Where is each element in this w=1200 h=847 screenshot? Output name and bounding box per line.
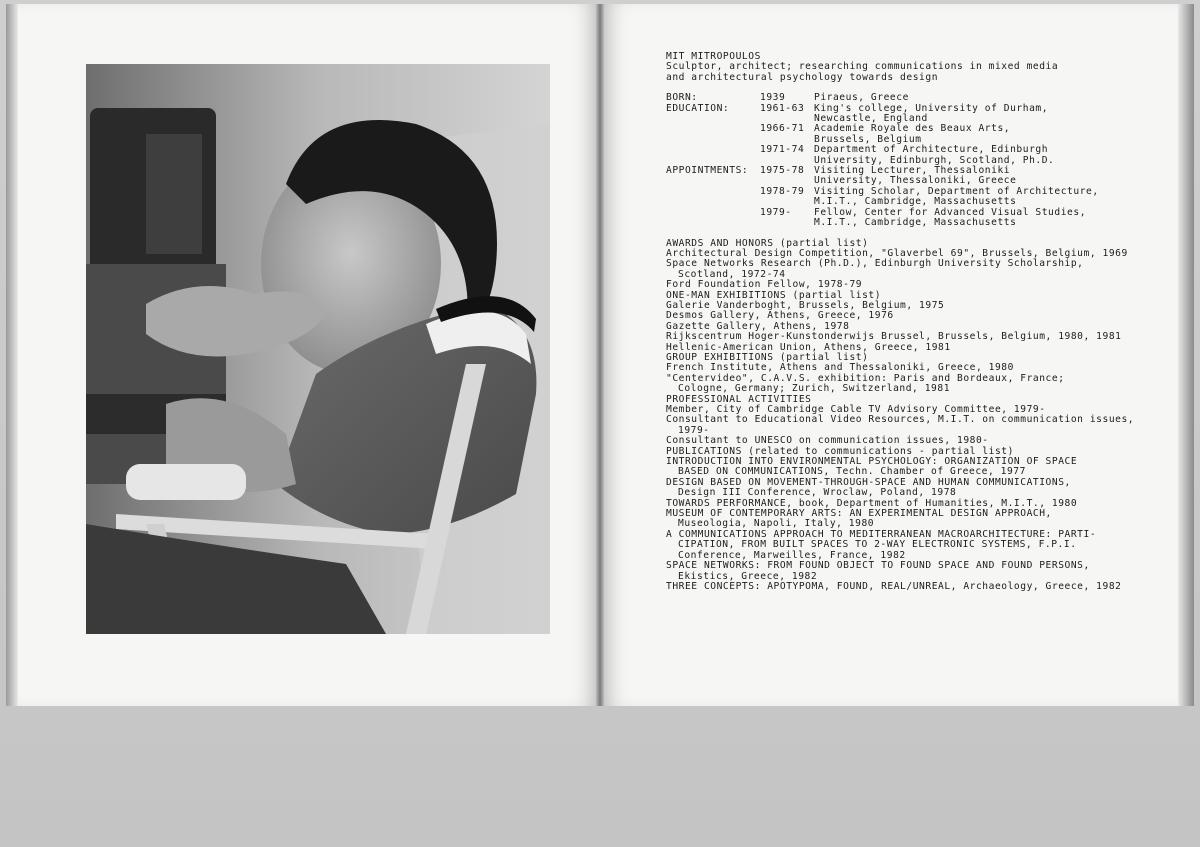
- cv-years: 1978-79: [760, 185, 805, 197]
- cv-years: 1979-: [760, 206, 792, 218]
- list-line: TOWARDS PERFORMANCE, book, Department of Humanities, M.I.T., 1980: [666, 497, 1078, 509]
- list-line: PROFESSIONAL ACTIVITIES: [666, 393, 812, 405]
- list-line: Consultant to Educational Video Resources, M.I.T. on communication issues,: [666, 414, 1135, 426]
- cv-years: 1939: [760, 92, 786, 104]
- list-line: INTRODUCTION INTO ENVIRONMENTAL PSYCHOLOGY: ORGANIZATION OF SPACE: [666, 456, 1078, 468]
- list-line: French Institute, Athens and Thessaloniki, Greece, 1980: [666, 362, 1014, 374]
- cv-years: 1966-71: [760, 123, 805, 135]
- list-line: "Centervideo", C.A.V.S. exhibition: Paris and Bordeaux, France;: [666, 372, 1065, 384]
- cv-label: [666, 145, 760, 155]
- cv-label: [666, 124, 760, 134]
- list-line: BASED ON COMMUNICATIONS, Techn. Chamber of Greece, 1977: [678, 466, 1026, 478]
- list-line: SPACE NETWORKS: FROM FOUND OBJECT TO FOUND SPACE AND FOUND PERSONS,: [666, 560, 1090, 572]
- list-line: Conference, Marweilles, France, 1982: [678, 549, 906, 561]
- biography-text: [666, 52, 1166, 592]
- list-line: ONE-MAN EXHIBITIONS (partial list): [666, 289, 882, 301]
- list-line: Cologne, Germany; Zurich, Switzerland, 1981: [678, 383, 951, 395]
- cv-detail: Visiting Lecturer, Thessaloniki: [814, 165, 1011, 177]
- cv-detail: Fellow, Center for Advanced Visual Studies,: [814, 206, 1087, 218]
- list-line: Scotland, 1972-74: [678, 268, 786, 280]
- list-line: CIPATION, FROM BUILT SPACES TO 2-WAY ELECTRONIC SYSTEMS, F.P.I.: [678, 539, 1077, 551]
- list-line: Gazette Gallery, Athens, 1978: [666, 320, 850, 332]
- cv-label: [666, 176, 760, 186]
- cv-detail: University, Thessaloniki, Greece: [814, 175, 1017, 187]
- cv-label: EDUCATION:: [666, 102, 730, 114]
- book-edge-right: [1178, 4, 1194, 706]
- cv-detail: M.I.T., Cambridge, Massachusetts: [814, 217, 1017, 229]
- cv-table: [666, 93, 1166, 228]
- cv-years: 1975-78: [760, 165, 805, 177]
- cv-label: [666, 208, 760, 218]
- list-line: MUSEUM OF CONTEMPORARY ARTS: AN EXPERIMENTAL DESIGN APPROACH,: [666, 508, 1052, 520]
- cv-detail: M.I.T., Cambridge, Massachusetts: [814, 196, 1017, 208]
- list-line: Consultant to UNESCO on communication issues, 1980-: [666, 435, 989, 447]
- portrait-photo: [86, 64, 550, 634]
- list-line: Ekistics, Greece, 1982: [678, 570, 818, 582]
- cv-label: [666, 218, 760, 228]
- cv-label: APPOINTMENTS:: [666, 165, 749, 177]
- list-line: Architectural Design Competition, "Glaverbel 69", Brussels, Belgium, 1969: [666, 247, 1128, 259]
- cv-label: [666, 135, 760, 145]
- book-gutter: [596, 4, 604, 706]
- activities-list: [666, 239, 1166, 593]
- cv-years: 1971-74: [760, 144, 805, 156]
- cv-label: BORN:: [666, 92, 698, 104]
- cv-detail: Piraeus, Greece: [814, 92, 909, 104]
- bio-header: [666, 52, 1166, 83]
- list-line: PUBLICATIONS (related to communications - partial list): [666, 445, 1014, 457]
- list-line: 1979-: [678, 424, 710, 436]
- cv-label: [666, 114, 760, 124]
- list-line: Rijkscentrum Hoger-Kunstonderwijs Brussel, Brussels, Belgium, 1980, 1981: [666, 331, 1122, 343]
- cv-label: [666, 187, 760, 197]
- list-line: AWARDS AND HONORS (partial list): [666, 237, 869, 249]
- cv-years: 1961-63: [760, 102, 805, 114]
- list-line: Galerie Vanderboght, Brussels, Belgium, 1975: [666, 299, 945, 311]
- cv-detail: Brussels, Belgium: [814, 133, 922, 145]
- list-line: Ford Foundation Fellow, 1978-79: [666, 279, 863, 291]
- book-edge-left: [6, 4, 18, 706]
- bio-description-line: Sculptor, architect; researching communications in mixed media: [666, 61, 1059, 73]
- artist-name: MIT MITROPOULOS: [666, 51, 761, 62]
- cv-detail: King's college, University of Durham,: [814, 102, 1049, 114]
- cv-detail: Department of Architecture, Edinburgh: [814, 144, 1049, 156]
- cv-detail: Academie Royale des Beaux Arts,: [814, 123, 1011, 135]
- cv-years: [760, 218, 814, 228]
- list-line: Space Networks Research (Ph.D.), Edinburgh University Scholarship,: [666, 258, 1084, 270]
- list-line: Desmos Gallery, Athens, Greece, 1976: [666, 310, 894, 322]
- list-line: Member, City of Cambridge Cable TV Advisory Committee, 1979-: [666, 404, 1046, 415]
- list-line: DESIGN BASED ON MOVEMENT-THROUGH-SPACE AND HUMAN COMMUNICATIONS,: [666, 476, 1071, 488]
- cup-shape: [126, 464, 246, 500]
- list-line: GROUP EXHIBITIONS (partial list): [666, 351, 869, 363]
- list-line: Hellenic-American Union, Athens, Greece, 1981: [666, 341, 951, 353]
- list-line: Museologia, Napoli, Italy, 1980: [678, 518, 875, 530]
- list-line: A COMMUNICATIONS APPROACH TO MEDITERRANEAN MACROARCHITECTURE: PARTI-: [666, 528, 1097, 540]
- bio-description-line: and architectural psychology towards design: [666, 71, 939, 83]
- cv-detail: Newcastle, England: [814, 113, 928, 125]
- cv-detail: University, Edinburgh, Scotland, Ph.D.: [814, 154, 1055, 166]
- list-line: Design III Conference, Wroclaw, Poland, 1978: [678, 487, 957, 499]
- cv-label: [666, 197, 760, 207]
- list-line: THREE CONCEPTS: APOTYPOMA, FOUND, REAL/UNREAL, Archaeology, Greece, 1982: [666, 580, 1122, 592]
- cv-row: [666, 218, 1166, 228]
- cv-detail: Visiting Scholar, Department of Architecture,: [814, 185, 1099, 197]
